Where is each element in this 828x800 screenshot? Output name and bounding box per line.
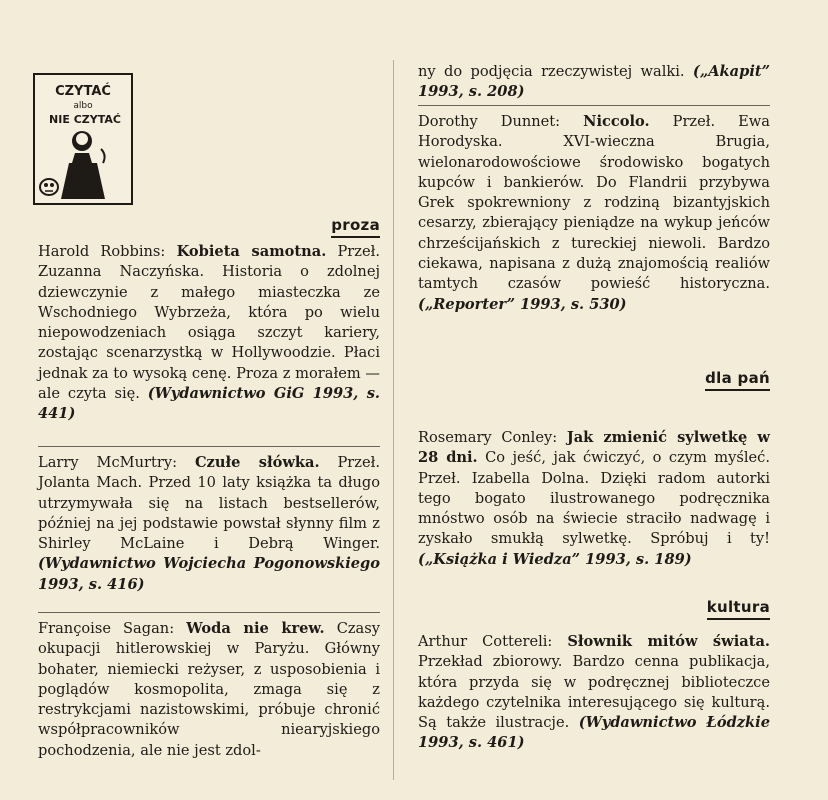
entry-source: („Akapit” 1993, s. 208) — [418, 63, 770, 101]
entry-title: Czułe słówka. — [194, 454, 320, 471]
section-heading-dla-pan: dla pań — [705, 369, 770, 391]
entry-body: Czasy okupacji hitlerowskiej w Paryżu. Główny bohater, niemiecki reżyser, z usposobienia i poglądów kosmopolita, zmaga się z restrykcjami nazistowskimi, próbuje chronić współpracowników niearyjskiego pochodzenia, ale nie jest zdol- — [38, 620, 380, 759]
book-entry-conley — [418, 428, 770, 570]
book-entry-robbins — [38, 242, 380, 425]
entry-body: ny do podjęcia rzeczywistej walki. — [418, 63, 693, 80]
logo-line-2: albo — [73, 101, 93, 111]
entry-source: („Książka i Wiedza” 1993, s. 189) — [418, 550, 692, 568]
entry-author: Françoise Sagan: — [38, 620, 187, 637]
entry-source: (Wydawnictwo Wojciecha Pogonowskiego 1993, s. 416) — [38, 555, 380, 593]
entry-source: („Reporter” 1993, s. 530) — [418, 295, 627, 313]
entry-author: Larry McMurtry: — [38, 454, 195, 471]
book-entry-mcmurtry — [38, 453, 380, 595]
reader-figure-icon — [35, 75, 131, 203]
entry-author: Arthur Cottereli: — [418, 633, 568, 650]
entry-divider — [38, 446, 380, 447]
entry-body: Co jeść, jak ćwiczyć, o czym myśleć. Przeł. Izabella Dolna. Dzięki radom autorki tego bogato ilustrowanego podręcznika mnóstwo osób na świecie straciło nadwagę i zyskało smukłą sylwetkę. Spróbuj i ty! — [418, 449, 770, 548]
entry-title: Woda nie krew. — [186, 620, 325, 637]
book-entry-dunnet — [418, 112, 770, 315]
entry-divider — [418, 105, 770, 106]
entry-title: Kobieta samotna. — [176, 243, 327, 260]
entry-body: Przekład zbiorowy. Bardzo cenna publikacja, która przyda się w podręcznej biblioteczce każdego czytelnika interesującego się kulturą. Są także ilustracje. — [418, 653, 770, 732]
entry-body: Przeł. Jolanta Mach. Przed 10 laty książka ta długo utrzymywała się na listach bestsellerów, później na jej podstawie powstał słynny film z Shirley McLaine i Debrą Winger. — [38, 454, 380, 553]
entry-divider — [38, 612, 380, 613]
book-entry-cottereli — [418, 632, 770, 754]
logo-line-1: CZYTAĆ — [55, 84, 111, 99]
book-entry-sagan — [38, 619, 380, 761]
entry-source: (Wydawnictwo Łódzkie 1993, s. 461) — [418, 714, 770, 752]
entry-author: Harold Robbins: — [38, 243, 177, 260]
entry-source: (Wydawnictwo GiG 1993, s. 441) — [38, 385, 380, 423]
entry-title: Jak zmienić sylwetkę w 28 dni. — [418, 429, 770, 467]
entry-author: Dorothy Dunnet: — [418, 113, 584, 130]
entry-body: Przeł. Zuzanna Naczyńska. Historia o zdolnej dziewczynie z małego miasteczka ze Wschodniego Wybrzeża, która po wielu niepowodzeniach osiąga szczyt kariery, zostając scenarzystką w Hollywoodzie. Płaci jednak za to wysoką cenę. Proza z morałem — ale czyta się. — [38, 243, 380, 403]
czytac-logo — [33, 73, 133, 205]
logo-line-3: NIE CZYTAĆ — [49, 113, 121, 126]
section-heading-proza: proza — [331, 216, 380, 238]
entry-title: Słownik mitów świata. — [567, 633, 770, 650]
entry-title: Niccolo. — [583, 113, 650, 130]
section-heading-kultura: kultura — [707, 598, 770, 620]
entry-author: Rosemary Conley: — [418, 429, 567, 446]
book-entry-sagan-continued — [418, 62, 770, 103]
entry-body: Przeł. Ewa Horodyska. XVI-wieczna Brugia, wielonarodowościowe środowisko bogatych kupców i bankierów. Do Flandrii przybywa Grek spokrewniony z rodziną bizantyjskich cesarzy, zbierający pieniądze na wykup jeńców chrześcijańskich z tureckiej niewoli. Bardzo ciekawa, napisana z dużą znajomością realiów tamtych czasów powieść historyczna. — [418, 113, 770, 293]
column-divider — [393, 60, 394, 780]
